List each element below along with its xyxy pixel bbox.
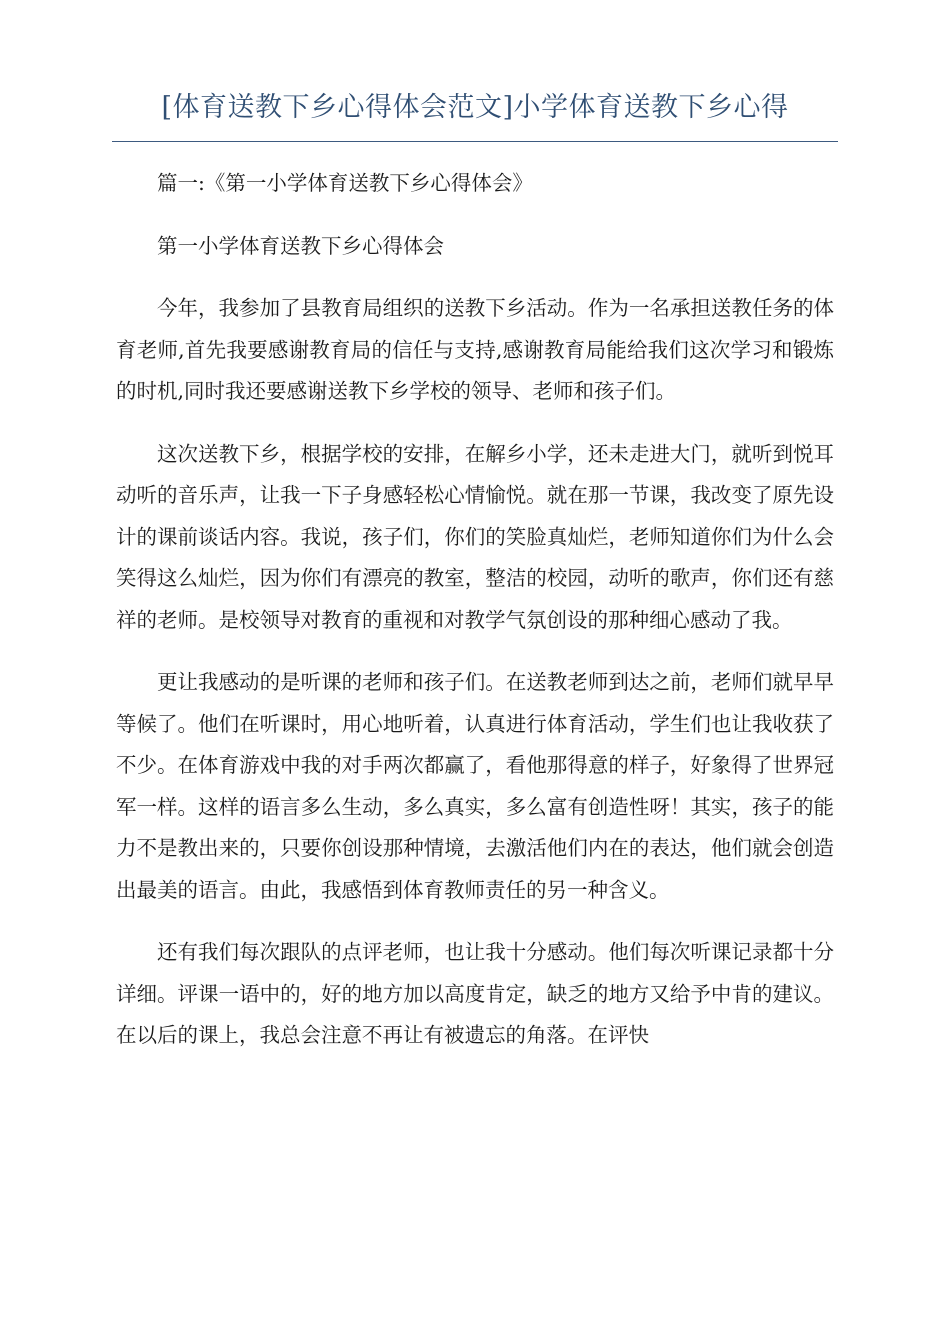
body-paragraph-1: 今年，我参加了县教育局组织的送教下乡活动。作为一名承担送教任务的体育老师,首先我要感谢教育局的信任与支持,感谢教育局能给我们这次学习和锻炼的时机,同时我还要感谢送教下乡学校的领导、老师和孩子们。 [116,296,834,403]
article-title: 第一小学体育送教下乡心得体会 [157,233,444,258]
document-title: [体育送教下乡心得体会范文]小学体育送教下乡心得 [161,92,789,123]
document-body [116,163,834,1078]
section-label: 篇一:《第一小学体育送教下乡心得体会》 [157,171,533,195]
body-paragraph-3: 更让我感动的是听课的老师和孩子们。在送教老师到达之前，老师们就早早等候了。他们在听课时，用心地听着，认真进行体育活动，学生们也让我收获了不少。在体育游戏中我的对手两次都赢了，看他那得意的样子，好象得了世界冠军一样。这样的语言多么生动，多么真实，多么富有创造性呀！其实，孩子的能力不是教出来的，只要你创设那种情境，去激活他们内在的表达，他们就会创造出最美的语言。由此，我感悟到体育教师责任的另一种含义。 [116,670,834,902]
body-paragraph-2: 这次送教下乡，根据学校的安排，在解乡小学，还未走进大门，就听到悦耳动听的音乐声，让我一下子身感轻松心情愉悦。就在那一节课，我改变了原先设计的课前谈话内容。我说，孩子们，你们的笑脸真灿烂，老师知道你们为什么会笑得这么灿烂，因为你们有漂亮的教室，整洁的校园，动听的歌声，你们还有慈祥的老师。是校领导对教育的重视和对教学气氛创设的那种细心感动了我。 [116,441,834,632]
title-divider [112,141,838,142]
body-paragraph-4: 还有我们每次跟队的点评老师，也让我十分感动。他们每次听课记录都十分详细。评课一语中的，好的地方加以高度肯定，缺乏的地方又给予中肯的建议。在以后的课上，我总会注意不再让有被遗忘的角落。在评快 [116,940,834,1047]
